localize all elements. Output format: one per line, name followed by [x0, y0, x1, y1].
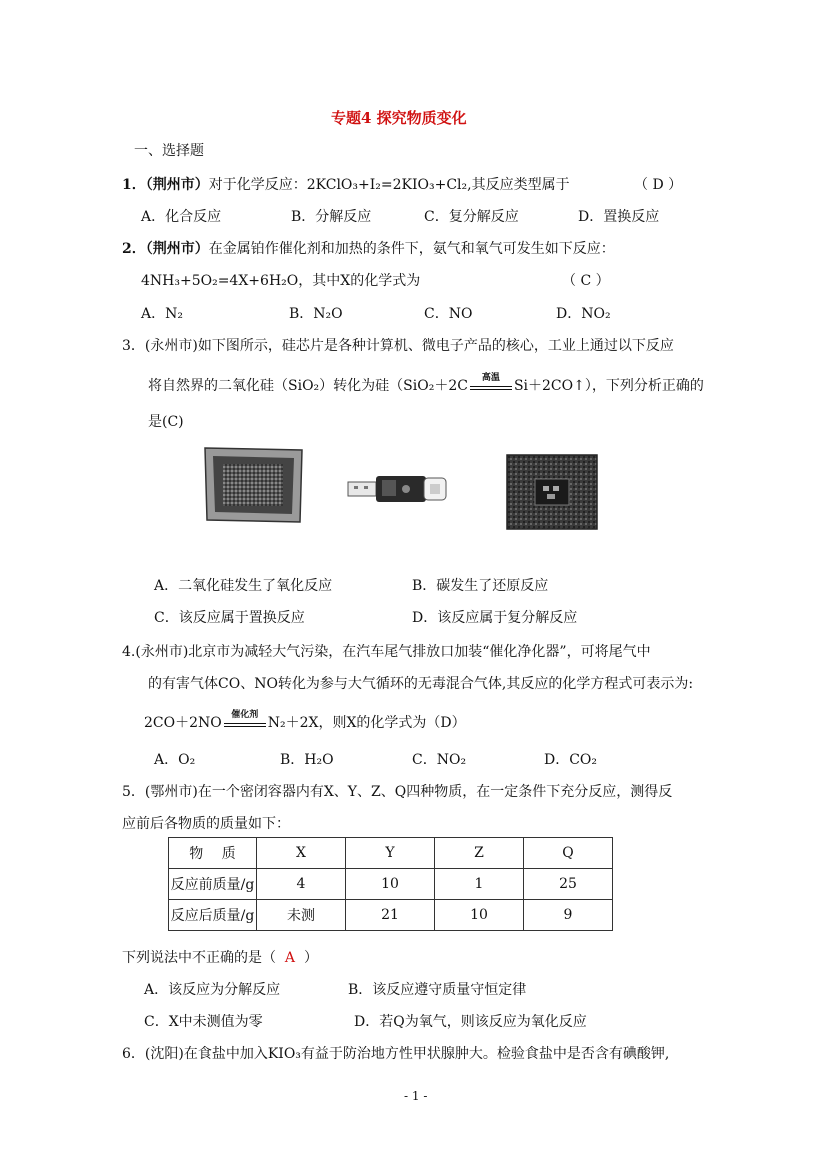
q2-option-a: A．N₂: [141, 306, 183, 322]
question-5-prompt-text: 下列说法中不正确的是（: [122, 950, 276, 966]
table-header-cell: Y: [346, 838, 435, 869]
q2-option-c: C．NO: [424, 306, 473, 322]
catalyst-condition-label: 催化剂: [231, 710, 259, 720]
reaction-condition-label: 高温: [481, 373, 500, 383]
q3-option-b: B．碳发生了还原反应: [412, 578, 549, 594]
question-2-answer: （ C ）: [562, 273, 610, 289]
question-3-line2b: Si＋2CO↑），下列分析正确的: [513, 378, 704, 394]
question-3-line2a: 将自然界的二氧化硅（SiO₂）转化为硅（SiO₂＋2C: [148, 378, 468, 394]
table-cell: 4: [257, 869, 346, 900]
table-cell: 10: [346, 869, 435, 900]
reaction-condition-arrow: [468, 373, 514, 394]
q4-option-d: D．CO₂: [544, 752, 598, 768]
page-title: 专题4 探究物质变化: [331, 109, 467, 127]
q1-option-d: D．置换反应: [578, 209, 660, 225]
table-cell: 反应前质量/g: [169, 869, 257, 900]
q1-option-b: B．分解反应: [291, 209, 372, 225]
question-4-line1: 4.(永州市)北京市为减轻大气污染，在汽车尾气排放口加装“催化净化器”，可将尾气中: [122, 644, 651, 660]
table-row: [169, 900, 613, 931]
table-cell: 10: [435, 900, 524, 931]
mass-table: [168, 837, 613, 931]
q5-option-a: A．该反应为分解反应: [144, 982, 281, 998]
table-header-cell: Z: [435, 838, 524, 869]
q4-option-a: A．O₂: [154, 752, 196, 768]
question-6-line1: 6．(沈阳)在食盐中加入KIO₃有益于防治地方性甲状腺肿大。检验食盐中是否含有碘酸钾,: [122, 1046, 670, 1062]
question-5-prompt: [122, 947, 318, 967]
q3-option-a: A．二氧化硅发生了氧化反应: [154, 578, 333, 594]
table-cell: 9: [524, 900, 613, 931]
question-4-line3a: 2CO＋2NO: [144, 715, 222, 731]
question-1-stem: 对于化学反应：2KClO₃+I₂=2KIO₃+Cl₂,其反应类型属于: [208, 177, 570, 193]
question-1-source: 1．（荆州市）: [122, 177, 209, 193]
question-5-answer: A: [284, 950, 296, 966]
question-2-source: 2．（荆州市）: [122, 241, 209, 257]
q4-option-c: C．NO₂: [412, 752, 467, 768]
table-cell: 21: [346, 900, 435, 931]
page-number: - 1 -: [404, 1089, 428, 1103]
question-2-stem: 在金属铂作催化剂和加热的条件下，氨气和氧气可发生如下反应：: [208, 241, 615, 257]
question-2-line2: 4NH₃+5O₂=4X+6H₂O，其中X的化学式为: [141, 273, 421, 289]
q1-option-a: A．化合反应: [141, 209, 222, 225]
table-cell: 1: [435, 869, 524, 900]
question-5-prompt-close: ）: [303, 950, 318, 966]
cpu-chip-image: [203, 446, 304, 528]
usb-drive-image: [346, 470, 448, 510]
q3-option-d: D．该反应属于复分解反应: [412, 610, 578, 626]
question-4-line2: 的有害气体CO、NO转化为参与大气循环的无毒混合气体,其反应的化学方程式可表示为:: [148, 676, 694, 692]
table-header-cell: X: [257, 838, 346, 869]
q5-option-c: C．X中未测值为零: [144, 1014, 263, 1030]
q1-option-c: C．复分解反应: [424, 209, 519, 225]
table-header-cell: 物 质: [169, 838, 257, 869]
question-1-answer: （ D ）: [634, 177, 683, 193]
q3-option-c: C．该反应属于置换反应: [154, 610, 305, 626]
q4-option-b: B．H₂O: [280, 752, 334, 768]
table-header-row: [169, 838, 613, 869]
q5-option-d: D．若Q为氧气，则该反应为氧化反应: [354, 1014, 587, 1030]
table-cell: 25: [524, 869, 613, 900]
question-4-line3b: N₂＋2X，则X的化学式为（D）: [267, 715, 466, 731]
section-heading: 一、选择题: [134, 143, 204, 159]
table-cell: 反应后质量/g: [169, 900, 257, 931]
circuit-board-image: [505, 453, 599, 535]
table-row: [169, 869, 613, 900]
question-2: [122, 238, 615, 258]
q2-option-d: D．NO₂: [556, 306, 611, 322]
question-3-line3: 是(C): [148, 414, 184, 430]
table-header-cell: Q: [524, 838, 613, 869]
question-5-line1: 5．(鄂州市)在一个密闭容器内有X、Y、Z、Q四种物质，在一定条件下充分反应，测得反: [122, 784, 673, 800]
question-5-line2: 应前后各物质的质量如下：: [122, 816, 290, 832]
q5-option-b: B．该反应遵守质量守恒定律: [348, 982, 527, 998]
catalyst-condition-arrow: [222, 710, 268, 731]
question-3-line2: [148, 375, 704, 395]
q2-option-b: B．N₂O: [289, 306, 343, 322]
question-1: [122, 174, 570, 194]
table-cell: 未测: [257, 900, 346, 931]
question-3-line1: 3．(永州市)如下图所示，硅芯片是各种计算机、微电子产品的核心，工业上通过以下反应: [122, 338, 674, 354]
question-4-line3: [144, 712, 466, 732]
